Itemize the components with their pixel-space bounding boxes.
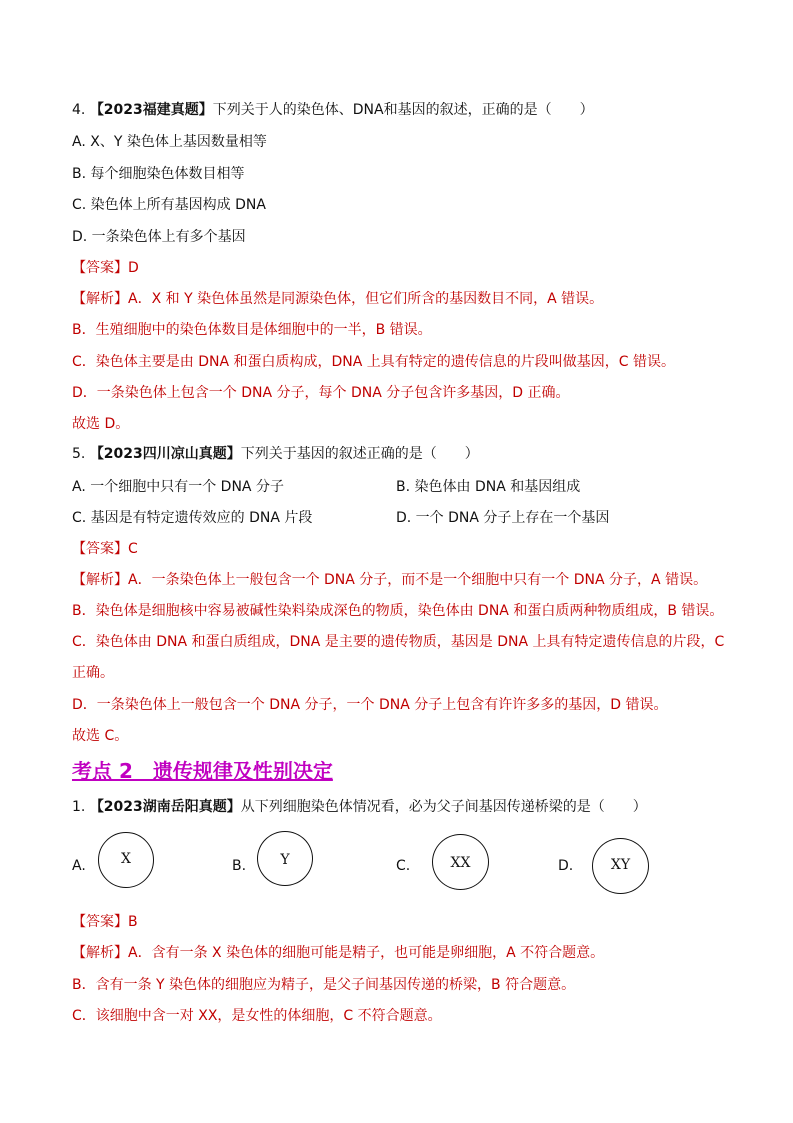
q5-analysis-label: 【解析】	[72, 572, 128, 588]
q1-option-d-label: D.	[558, 858, 574, 874]
q1-stem-line	[72, 797, 647, 817]
q5-number: 5.	[72, 446, 86, 462]
q1-analysis-line-2: B．含有一条 Y 染色体的细胞应为精子，是父子间基因传递的桥梁，B 符合题意。	[72, 977, 576, 993]
q1-answer	[72, 912, 138, 932]
q4-analysis-label: 【解析】	[72, 291, 128, 307]
q1-analysis-text-1: A．含有一条 X 染色体的细胞可能是精子，也可能是卵细胞，A 不符合题意。	[128, 945, 605, 961]
q5-answer	[72, 539, 138, 559]
q1-answer-value: B	[128, 914, 138, 930]
q1-analysis-line-1	[72, 943, 604, 963]
q4-number: 4.	[72, 102, 86, 118]
q4-conclusion: 故选 D。	[72, 416, 130, 432]
q4-stem: 下列关于人的染色体、DNA和基因的叙述，正确的是（ ）	[212, 102, 594, 118]
q4-analysis-line-4: D．一条染色体上包含一个 DNA 分子，每个 DNA 分子包含许多基因，D 正确。	[72, 385, 570, 401]
q5-stem-line	[72, 444, 479, 464]
q1-option-d-content: XY	[610, 857, 631, 873]
q1-option-a-cell-circle	[98, 832, 154, 888]
q1-answer-label: 【答案】	[72, 914, 128, 930]
q1-option-d-cell-circle	[592, 838, 649, 894]
q1-option-b-cell-circle	[257, 831, 313, 886]
q4-option-c: C. 染色体上所有基因构成 DNA	[72, 197, 266, 213]
section-title: 考点 2 遗传规律及性别决定	[72, 759, 333, 783]
q4-analysis-line-3: C．染色体主要是由 DNA 和蛋白质构成，DNA 上具有特定的遗传信息的片段叫做基因，C 错误。	[72, 354, 676, 370]
q4-answer	[72, 258, 139, 278]
q1-option-b-label: B.	[232, 858, 247, 874]
q4-answer-value: D	[128, 260, 139, 276]
q4-analysis-line-2: B．生殖细胞中的染色体数目是体细胞中的一半，B 错误。	[72, 322, 432, 338]
q5-answer-label: 【答案】	[72, 541, 128, 557]
q5-stem: 下列关于基因的叙述正确的是（ ）	[240, 446, 479, 462]
q4-answer-label: 【答案】	[72, 260, 128, 276]
q1-analysis-label: 【解析】	[72, 945, 128, 961]
q4-source-tag: 【2023福建真题】	[89, 102, 213, 118]
q5-option-b: B. 染色体由 DNA 和基因组成	[396, 479, 581, 495]
q5-analysis-line-2: B．染色体是细胞核中容易被碱性染料染成深色的物质，染色体由 DNA 和蛋白质两种物质组成，B 错误。	[72, 603, 724, 619]
q1-stem: 从下列细胞染色体情况看，必为父子间基因传递桥梁的是（ ）	[240, 799, 647, 815]
q1-option-c-label: C.	[396, 858, 411, 874]
q1-option-b-content: Y	[280, 852, 290, 868]
q4-option-a: A. X、Y 染色体上基因数量相等	[72, 134, 267, 150]
q4-analysis-line-1	[72, 289, 603, 309]
q4-option-d: D. 一条染色体上有多个基因	[72, 229, 246, 245]
q1-option-a-content: X	[121, 851, 131, 867]
q5-analysis-text-1: A．一条染色体上一般包含一个 DNA 分子，而不是一个细胞中只有一个 DNA 分子，A 错误。	[128, 572, 708, 588]
q1-option-a-label: A.	[72, 858, 86, 874]
q5-conclusion: 故选 C。	[72, 728, 129, 744]
q5-analysis-line-4: 正确。	[72, 665, 114, 681]
q1-source-tag: 【2023湖南岳阳真题】	[89, 799, 241, 815]
q4-analysis-text-1: A．X 和 Y 染色体虽然是同源染色体，但它们所含的基因数目不同，A 错误。	[128, 291, 604, 307]
q1-option-c-cell-circle	[432, 834, 489, 890]
q5-analysis-line-1	[72, 570, 707, 590]
q5-answer-value: C	[128, 541, 138, 557]
q5-option-a: A. 一个细胞中只有一个 DNA 分子	[72, 479, 284, 495]
q5-option-d: D. 一个 DNA 分子上存在一个基因	[396, 510, 610, 526]
q5-source-tag: 【2023四川凉山真题】	[89, 446, 241, 462]
q5-option-c: C. 基因是有特定遗传效应的 DNA 片段	[72, 510, 313, 526]
q1-number: 1.	[72, 799, 86, 815]
q4-stem-line	[72, 100, 594, 120]
q1-analysis-line-3: C．该细胞中含一对 XX，是女性的体细胞，C 不符合题意。	[72, 1008, 442, 1024]
q4-option-b: B. 每个细胞染色体数目相等	[72, 166, 245, 182]
q5-analysis-line-5: D．一条染色体上一般包含一个 DNA 分子，一个 DNA 分子上包含有许许多多的基因，D 错误。	[72, 697, 668, 713]
q5-analysis-line-3: C．染色体由 DNA 和蛋白质组成，DNA 是主要的遗传物质，基因是 DNA 上具有特定遗传信息的片段，C	[72, 634, 725, 650]
q1-option-c-content: XX	[450, 855, 471, 871]
